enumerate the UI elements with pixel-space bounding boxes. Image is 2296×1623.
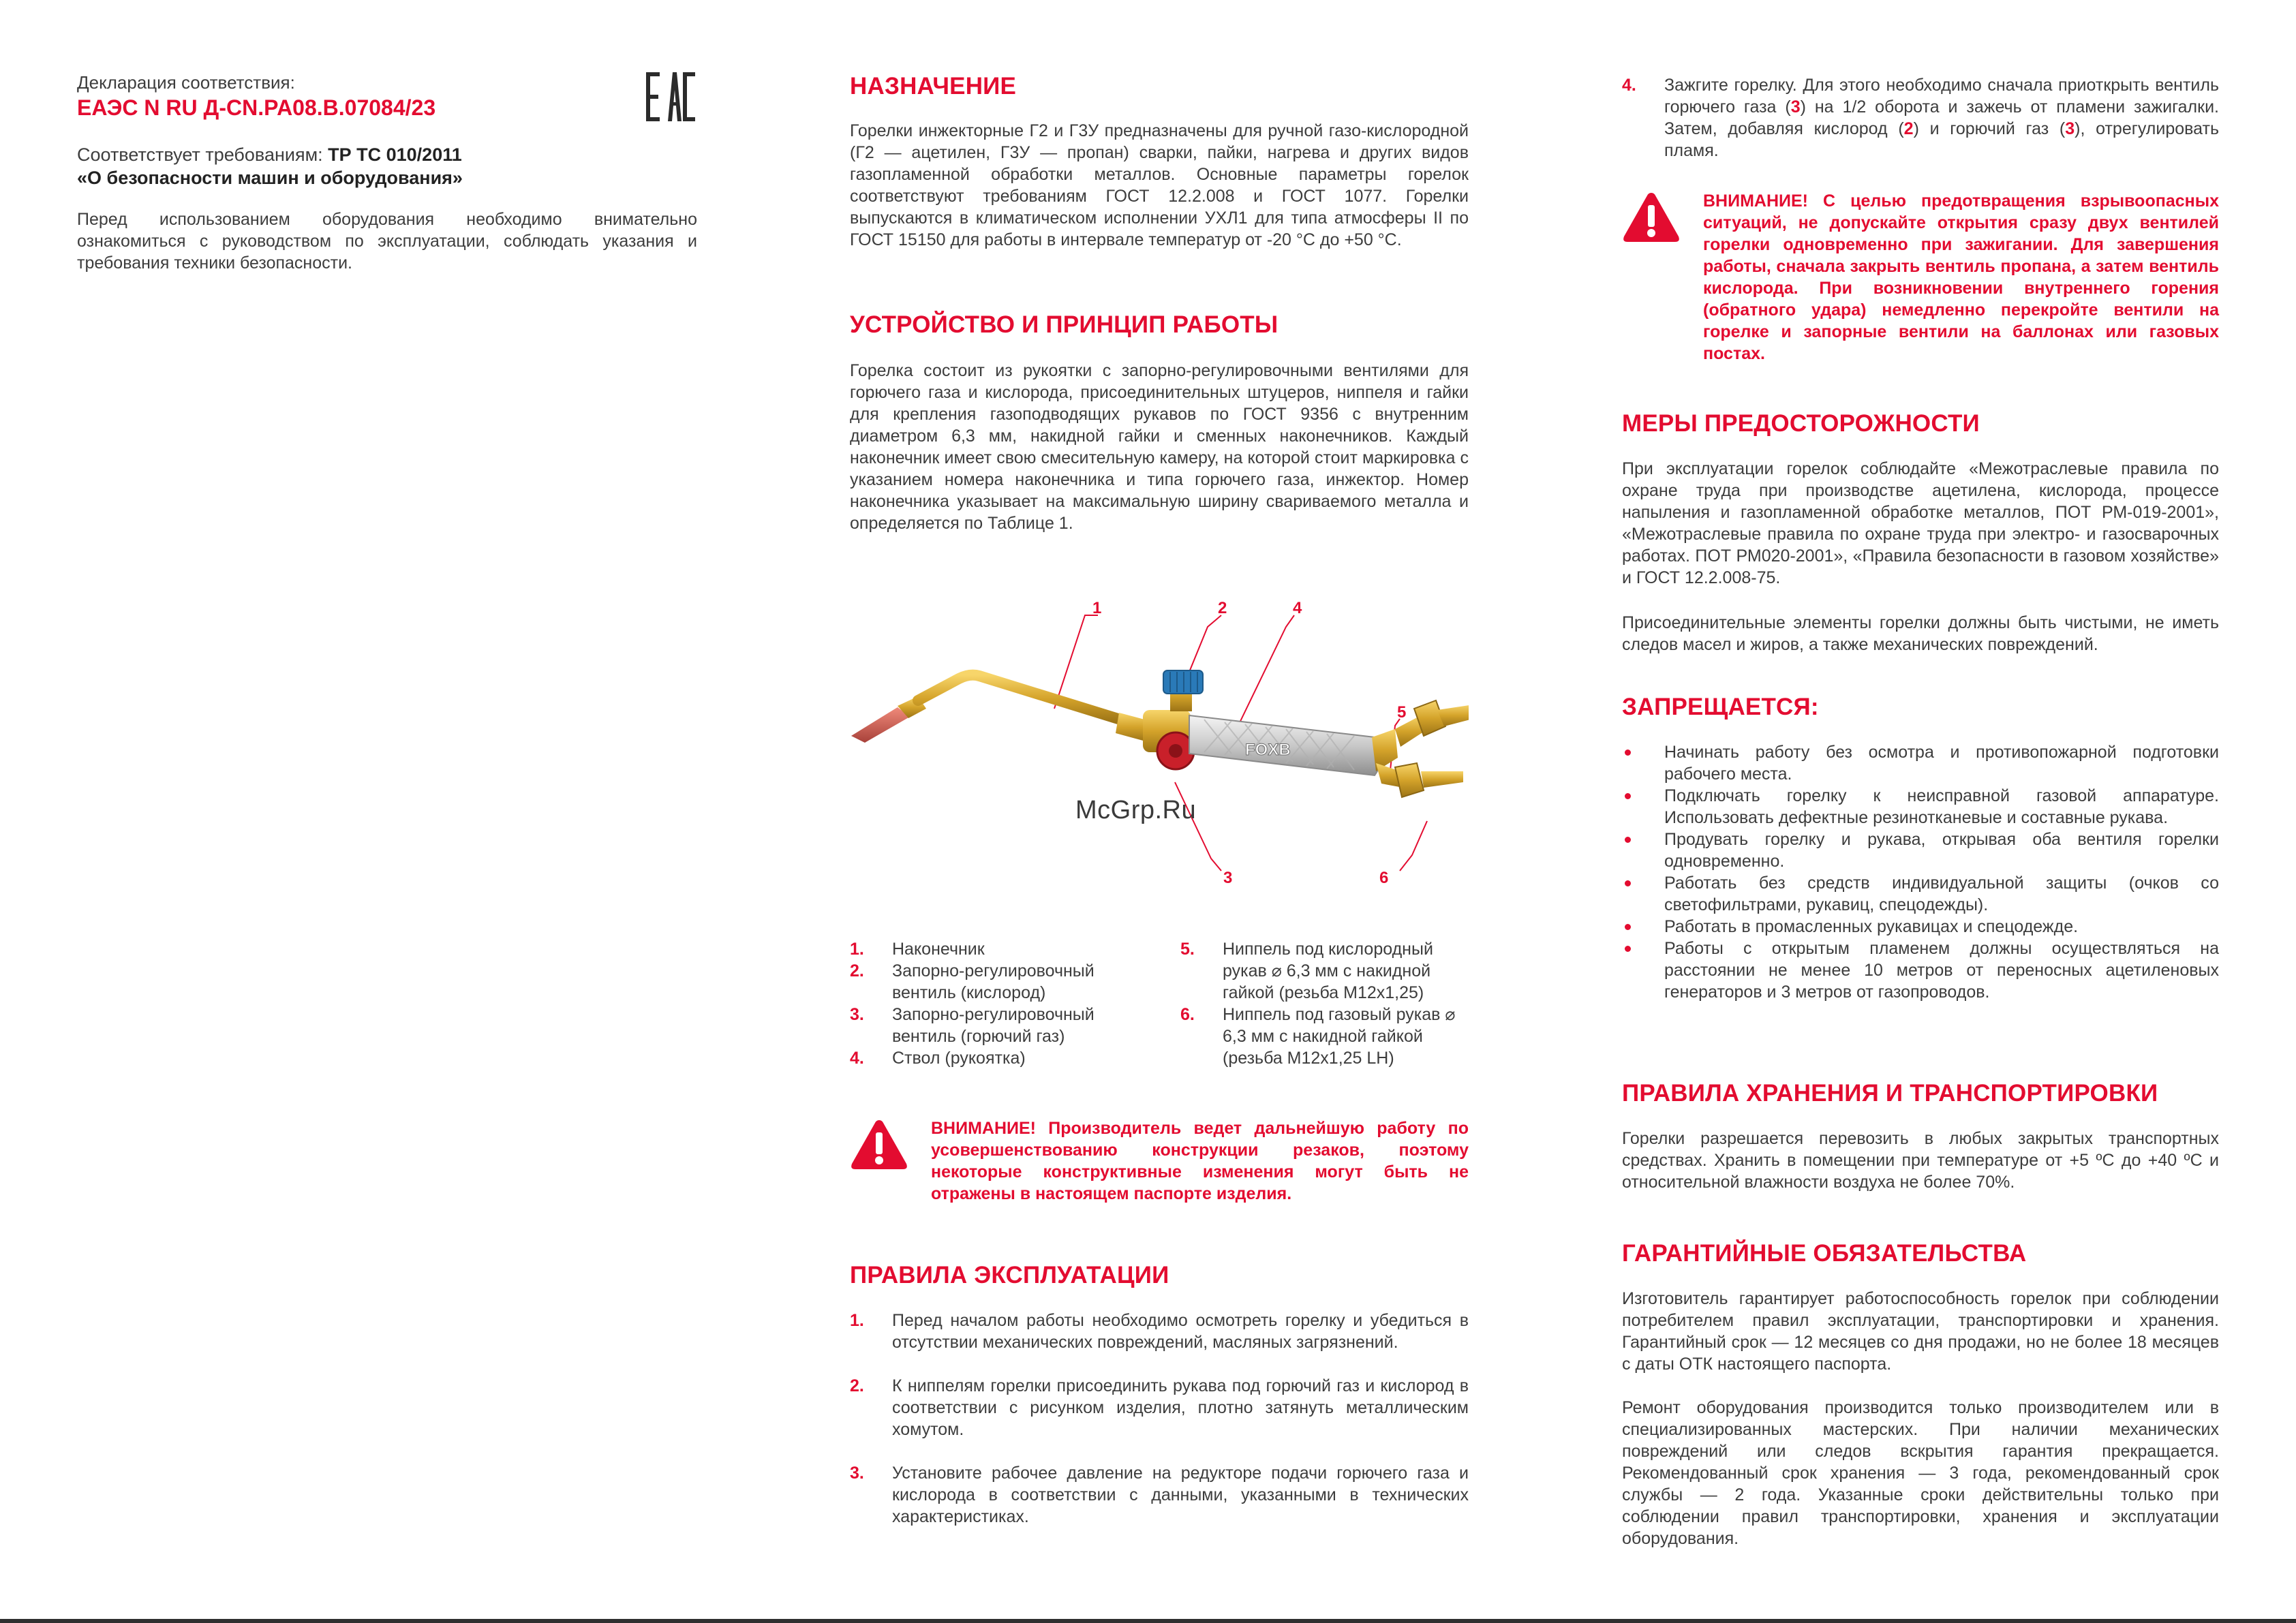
- legend-item: 1. Наконечник: [850, 940, 985, 959]
- leader-line-1: [1054, 615, 1098, 709]
- callout-5: 5: [1397, 703, 1407, 722]
- rule-item: 3. Установите рабочее давление на редукторе подачи горючего газа и кислорода в соответствии с данными, указанными в технических характеристиках.: [850, 1464, 1469, 1526]
- gas-nipple-nut: [1395, 763, 1424, 797]
- rules-list-continued: [1622, 74, 2219, 161]
- ignition-warning-text: ВНИМАНИЕ! С целью предотвращения взрывоопасных ситуаций, не допускайте открытия сразу двух вентилей горелки одновременно при зажигании. Для завершения работы, сначала закрыть вентиль пропана, а затем вентиль кислорода. При возникновении внутреннего горения (обратного удара) немедленно перекройте вентили на горелке и запорные вентили на баллонах или газовых постах.: [1703, 191, 2219, 363]
- intro-text: Перед использованием оборудования необходимо внимательно ознакомиться с руководством по эксплуатации, соблюдать указания и требования техники безопасности.: [77, 210, 697, 273]
- purpose-text: Горелки инжекторные Г2 и Г3У предназначены для ручной газо-кислородной (Г2 — ацетилен, Г3У — пропан) сварки, пайки, нагрева и других видов газопламенной обработки металлов. Основные параметры горелок соответствуют требованиям ГОСТ 12.2.008 и ГОСТ 1077. Горелки выпускаются в климатическом исполнении УХЛ1 для типа атмосферы II по ГОСТ 15150 для работы в интервале температур от -20 °С до +50 °С.: [850, 121, 1469, 249]
- compliance-text: [77, 143, 463, 189]
- warranty-text-1: Изготовитель гарантирует работоспособность горелок при соблюдении потребителем правил эксплуатации, транспортировки и хранения. Гарантийный срок — 12 месяцев со дня продажи, но не более 18 месяцев с даты ОТК настоящего паспорта.: [1622, 1289, 2219, 1374]
- callout-1: 1: [1092, 599, 1102, 617]
- precautions-text-1: При эксплуатации горелок соблюдайте «Межотраслевые правила по охране труда при производстве ацетилена, кислорода, процессе напыления и газопламенной обработке металлов, ПОТ РМ-019-2001», «Межотраслевые правила по охране труда при электро- и газосварочных работах. ПОТ РМ020-2001», «Правила безопасности в газовом хозяйстве» и ГОСТ 12.2.008-75.: [1622, 459, 2219, 587]
- nozzle-tube: [918, 675, 1129, 722]
- callout-4: 4: [1293, 599, 1302, 617]
- forbidden-item: Работать в промасленных рукавицах и спецодежде.: [1622, 916, 2219, 938]
- legend-item: 5. Ниппель под кислородный рукав ⌀ 6,3 мм с накидной гайкой (резьба М12х1,25): [1180, 940, 1433, 1002]
- storage-text: Горелки разрешается перевозить в любых закрытых транспортных средствах. Хранить в помещении при температуре от +5 ºС до +40 ºС и относительной влажности воздуха не более 70%.: [1622, 1129, 2219, 1192]
- forbidden-item: Начинать работу без осмотра и противопожарной подготовки рабочего места.: [1622, 741, 2219, 785]
- handle-brand: FOXB: [1245, 741, 1291, 759]
- gas-nipple: [1421, 771, 1463, 788]
- device-heading: УСТРОЙСТВО И ПРИНЦИП РАБОТЫ: [850, 311, 1279, 338]
- warranty-heading: ГАРАНТИЙНЫЕ ОБЯЗАТЕЛЬСТВА: [1622, 1240, 2027, 1267]
- column-1: [77, 0, 697, 1623]
- rules-list: [850, 1310, 1469, 1528]
- design-warning-text: ВНИМАНИЕ! Производитель ведет дальнейшую работу по усовершенствованию конструкции резаков, поэтому некоторые конструктивные изменения могут быть не отражены в настоящем паспорте изделия.: [931, 1119, 1469, 1203]
- device-text: Горелка состоит из рукоятки с запорно-регулировочными вентилями для горючего газа и кислорода, присоединительных штуцеров, ниппеля и гайки для крепления газоподводящих рукавов по ГОСТ 9356 с внутренним диаметром 6,3 мм, накидной гайки и сменных наконечников. Каждый наконечник имеет свою смесительную камеру, на которой стоит маркировка с указанием номера наконечника и типа горючего газа, инжектор. Номер наконечника указывает на максимальную ширину свариваемого металла и определяется по Таблице 1.: [850, 361, 1469, 533]
- torch-diagram: [850, 593, 1469, 893]
- forbidden-item: Работы с открытым пламенем должны осуществляться на расстоянии не менее 10 метров от переносных ацетиленовых генераторов и 3 метров от газопроводов.: [1622, 938, 2219, 1003]
- warning-icon: [850, 1117, 908, 1172]
- leader-line-4: [1235, 615, 1294, 732]
- rules-heading: ПРАВИЛА ЭКСПЛУАТАЦИИ: [850, 1262, 1169, 1288]
- watermark: McGrp.Ru: [1075, 796, 1197, 824]
- callout-2: 2: [1218, 599, 1227, 617]
- precautions-text-2: Присоединительные элементы горелки должны быть чистыми, не иметь следов масел и жиров, а также механических повреждений.: [1622, 613, 2219, 654]
- legend-item: 3. Запорно-регулировочный вентиль (горючий газ): [850, 1005, 1095, 1046]
- storage-heading: ПРАВИЛА ХРАНЕНИЯ И ТРАНСПОРТИРОВКИ: [1622, 1080, 2158, 1107]
- rule-item: 4. Зажгите горелку. Для этого необходимо сначала приоткрыть вентиль горючего газа (3) на 1/2 оборота и зажечь от пламени зажигалки. Затем, добавляя кислород (2) и горючий газ (3), отрегулировать пламя.: [1622, 76, 2219, 160]
- forbidden-item: Подключать горелку к неисправной газовой аппаратуре. Использовать дефектные резинотканевые и составные рукава.: [1622, 785, 2219, 829]
- column-3: [1622, 0, 2219, 1623]
- declaration-number: ЕАЭС N RU Д-CN.PA08.B.07084/23: [77, 95, 436, 120]
- legend-item: 6. Ниппель под газовый рукав ⌀ 6,3 мм с накидной гайкой (резьба М12х1,25 LH): [1180, 1005, 1456, 1068]
- nozzle-tip: [851, 707, 910, 743]
- forbidden-item: Работать без средств индивидуальной защиты (очков со светофильтрами, рукавиц, спецодежды).: [1622, 872, 2219, 916]
- compliance-standard: ТР ТС 010/2011: [328, 144, 462, 165]
- forbidden-list: [1622, 741, 2219, 1003]
- compliance-title: «О безопасности машин и оборудования»: [77, 168, 463, 188]
- rule-item: 2. К ниппелям горелки присоединить рукава под горючий газ и кислород в соответствии с рисунком изделия, плотно затянуть металлическим хомутом.: [850, 1376, 1469, 1439]
- legend-item: 4. Ствол (рукоятка): [850, 1049, 1026, 1068]
- leader-line-6: [1400, 821, 1427, 871]
- purpose-heading: НАЗНАЧЕНИЕ: [850, 73, 1017, 99]
- callout-3: 3: [1223, 869, 1233, 887]
- legend-item: 2. Запорно-регулировочный вентиль (кислород): [850, 961, 1095, 1002]
- precautions-heading: МЕРЫ ПРЕДОСТОРОЖНОСТИ: [1622, 410, 1980, 437]
- callout-6: 6: [1379, 869, 1389, 887]
- warranty-text-2: Ремонт оборудования производится только производителем или в специализированных мастерских. При наличии механических повреждений или следов вскрытия гарантия прекращается. Рекомендованный срок хранения — 3 года, рекомендованный срок службы — 2 года. Указанные сроки действительны только при соблюдении правил транспортировки, хранения и эксплуатации оборудования.: [1622, 1398, 2219, 1548]
- forbidden-heading: ЗАПРЕЩАЕТСЯ:: [1622, 694, 1819, 720]
- compliance-prefix: Соответствует требованиям:: [77, 144, 328, 165]
- declaration-label: Декларация соответствия:: [77, 72, 295, 93]
- warning-icon: [1622, 190, 1681, 245]
- forbidden-item: Продувать горелку и рукава, открывая оба вентиля горелки одновременно.: [1622, 829, 2219, 872]
- rule-item: 1. Перед началом работы необходимо осмотреть горелку и убедиться в отсутствии механических повреждений, масляных загрязнений.: [850, 1311, 1469, 1352]
- bottom-rule: [0, 1619, 2296, 1623]
- eac-logo-icon: [645, 71, 697, 123]
